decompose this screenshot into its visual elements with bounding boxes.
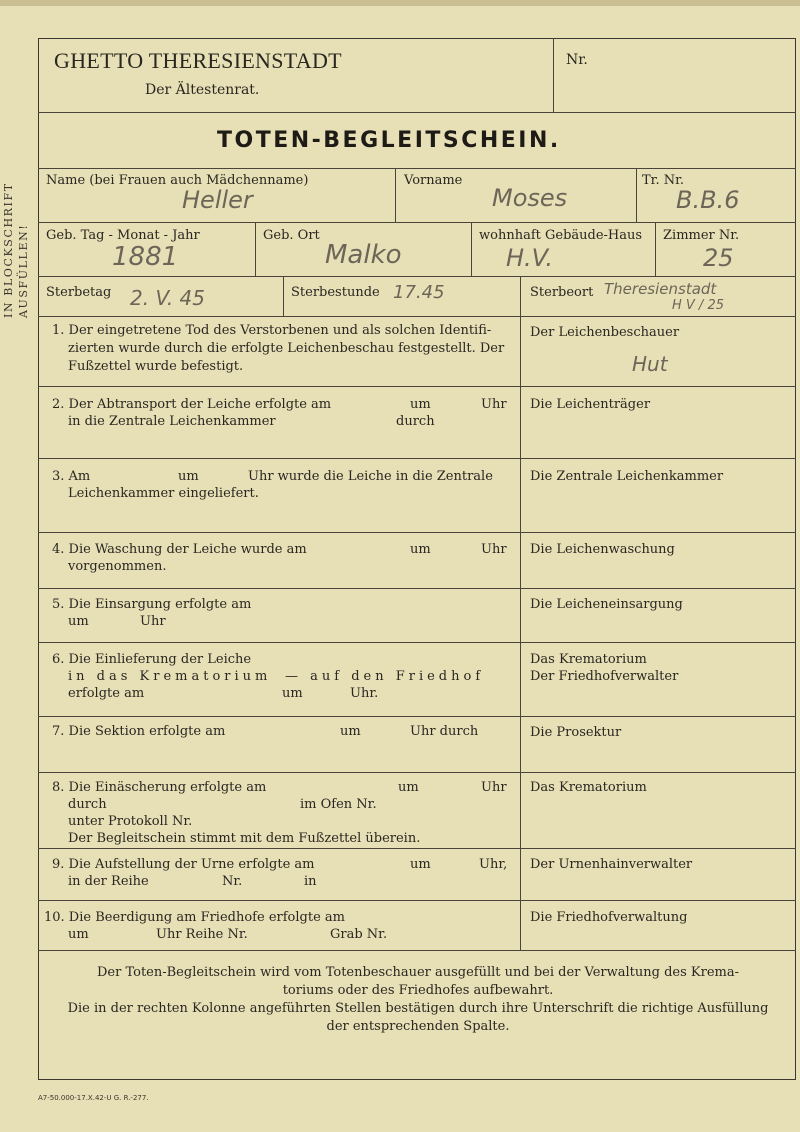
- sterbetag-label: Sterbetag: [46, 285, 112, 300]
- section-10-uhr-reihe: Uhr Reihe Nr.: [156, 927, 248, 942]
- section-6-friedhof: — auf den Friedhof: [285, 669, 485, 684]
- section-6-uhr: Uhr.: [350, 686, 379, 701]
- section-9-right: Der Urnenhainverwalter: [530, 857, 693, 872]
- section-rule-5: [38, 642, 796, 643]
- section-rule-6: [38, 716, 796, 717]
- section-9-um: um: [410, 857, 431, 872]
- section-9-nr: Nr.: [222, 874, 243, 889]
- section-7-right: Die Prosektur: [530, 725, 622, 740]
- section-1-line-1: 1. Der eingetretene Tod des Verstorbenen und als solchen Identifi-: [52, 323, 492, 338]
- nr-label: Nr.: [566, 52, 588, 68]
- handwritten-house: H.V.: [506, 244, 553, 272]
- section-7-um: um: [340, 724, 361, 739]
- section-2-uhr: Uhr: [481, 397, 507, 412]
- section-4-right: Die Leichenwaschung: [530, 542, 675, 557]
- section-5-right: Die Leicheneinsargung: [530, 597, 683, 612]
- section-7-uhr-durch: Uhr durch: [410, 724, 479, 739]
- handwritten-death-place-detail: H V / 25: [672, 298, 724, 313]
- section-7-line-1: 7. Die Sektion erfolgte am: [52, 724, 226, 739]
- section-10-grab: Grab Nr.: [330, 927, 388, 942]
- section-1-line-2: zierten wurde durch die erfolgte Leichenbeschau festgestellt. Der: [68, 341, 505, 356]
- section-9-uhr: Uhr,: [479, 857, 508, 872]
- section-1-right: Der Leichenbeschauer: [530, 325, 680, 340]
- name-label: Name (bei Frauen auch Mädchenname): [46, 173, 309, 188]
- section-8-line-1: 8. Die Einäscherung erfolgte am: [52, 780, 267, 795]
- section-9-in: in: [304, 874, 317, 889]
- section-8-uhr: Uhr: [481, 780, 507, 795]
- section-8-durch: durch: [68, 797, 107, 812]
- vorname-label: Vorname: [404, 173, 463, 188]
- geb-ort-label: Geb. Ort: [263, 228, 320, 243]
- section-rule-3: [38, 532, 796, 533]
- handwritten-vorname: Moses: [492, 184, 568, 212]
- header-rule: [38, 112, 796, 113]
- side-instruction: [2, 168, 30, 318]
- row1-rule: [38, 222, 796, 223]
- zimmer-label: Zimmer Nr.: [663, 228, 740, 243]
- section-5-line-1: 5. Die Einsargung erfolgte am: [52, 597, 252, 612]
- row2-rule: [38, 276, 796, 277]
- section-9-line-1: 9. Die Aufstellung der Urne erfolgte am: [52, 857, 315, 872]
- section-10-line-1: 10. Die Beerdigung am Friedhofe erfolgte am: [44, 910, 345, 925]
- section-8-ofen: im Ofen Nr.: [300, 797, 377, 812]
- handwritten-birthplace: Malko: [325, 240, 402, 270]
- section-6-right-2: Der Friedhofverwalter: [530, 669, 679, 684]
- section-6-um: um: [282, 686, 303, 701]
- print-code: A7-50.000-17.X.42-U G. R.-277.: [38, 1094, 149, 1102]
- handwritten-death-hour: 17.45: [393, 282, 445, 303]
- section-rule-2: [38, 458, 796, 459]
- section-3-line-1: Uhr wurde die Leiche in die Zentrale: [248, 469, 493, 484]
- handwritten-birth-year: 1881: [112, 242, 179, 272]
- tr-nr-label: Tr. Nr.: [642, 173, 685, 188]
- handwritten-name: Heller: [182, 186, 253, 214]
- section-2-um: um: [410, 397, 431, 412]
- divider-vorname: [395, 168, 396, 222]
- handwritten-death-place: Theresienstadt: [604, 280, 717, 298]
- footer-line-4: der entsprechenden Spalte.: [326, 1019, 510, 1034]
- section-2-line-2: in die Zentrale Leichenkammer: [68, 414, 276, 429]
- section-rule-7: [38, 772, 796, 773]
- section-8-begleitschein: Der Begleitschein stimmt mit dem Fußzettel überein.: [68, 831, 421, 846]
- section-rule-8: [38, 848, 796, 849]
- top-edge: [0, 0, 800, 6]
- section-3-right: Die Zentrale Leichenkammer: [530, 469, 724, 484]
- sterbeort-label: Sterbeort: [530, 285, 594, 300]
- divider-zimmer: [655, 222, 656, 276]
- section-6-right-1: Das Krematorium: [530, 652, 647, 667]
- divider-gebort: [255, 222, 256, 276]
- handwritten-death-date: 2. V. 45: [130, 286, 205, 310]
- section-2-line-1: 2. Der Abtransport der Leiche erfolgte am: [52, 397, 332, 412]
- section-3-um: um: [178, 469, 199, 484]
- handwritten-signature: Hut: [632, 352, 668, 376]
- section-4-line-1: 4. Die Waschung der Leiche wurde am: [52, 542, 307, 557]
- section-10-right: Die Friedhofverwaltung: [530, 910, 688, 925]
- footer-line-3: Die in der rechten Kolonne angeführten Stellen bestätigen durch ihre Unterschrift die richtige Ausfüllung: [67, 1001, 769, 1016]
- section-8-right: Das Krematorium: [530, 780, 647, 795]
- section-rule-9: [38, 900, 796, 901]
- section-5-uhr: Uhr: [140, 614, 166, 629]
- section-6-krematorium: in das Krematorium: [68, 669, 272, 684]
- sterbestunde-label: Sterbestunde: [291, 285, 380, 300]
- wohnhaft-label: wohnhaft Gebäude-Haus: [479, 228, 643, 243]
- title-rule: [38, 168, 796, 169]
- divider-trnr: [636, 168, 637, 222]
- section-4-line-2: vorgenommen.: [68, 559, 167, 574]
- footer-line-2: toriums oder des Friedhofes aufbewahrt.: [282, 983, 554, 998]
- section-rule-10: [38, 950, 796, 951]
- handwritten-room: 25: [703, 244, 734, 272]
- section-rule-1: [38, 386, 796, 387]
- row3-rule: [38, 316, 796, 317]
- council-name: Der Ältestenrat.: [145, 82, 260, 98]
- handwritten-tr-nr: B.B.6: [676, 186, 740, 214]
- section-1-line-3: Fußzettel wurde befestigt.: [68, 359, 244, 374]
- divider-wohnhaft: [471, 222, 472, 276]
- section-5-um: um: [68, 614, 89, 629]
- section-6-erfolgte-am: erfolgte am: [68, 686, 145, 701]
- divider-sterbestunde: [283, 276, 284, 316]
- side-text-line-1: IN BLOCKSCHRIFT: [2, 182, 15, 318]
- section-9-reihe: in der Reihe: [68, 874, 149, 889]
- section-2-durch: durch: [396, 414, 435, 429]
- section-10-um: um: [68, 927, 89, 942]
- section-3-line-2: Leichenkammer eingeliefert.: [68, 486, 259, 501]
- section-3-am: 3. Am: [52, 469, 91, 484]
- form-title: TOTEN-BEGLEITSCHEIN.: [217, 128, 561, 153]
- ghetto-heading: GHETTO THERESIENSTADT: [54, 48, 342, 73]
- side-text-line-2: AUSFÜLLEN!: [17, 223, 30, 318]
- section-2-right: Die Leichenträger: [530, 397, 651, 412]
- section-rule-4: [38, 588, 796, 589]
- footer-line-1: Der Toten-Begleitschein wird vom Totenbeschauer ausgefüllt und bei der Verwaltung des Krema-: [97, 965, 739, 980]
- section-6-line-1: 6. Die Einlieferung der Leiche: [52, 652, 252, 667]
- geb-tag-label: Geb. Tag - Monat - Jahr: [46, 228, 200, 243]
- section-8-protokoll: unter Protokoll Nr.: [68, 814, 193, 829]
- section-4-um: um: [410, 542, 431, 557]
- section-4-uhr: Uhr: [481, 542, 507, 557]
- section-8-um: um: [398, 780, 419, 795]
- header-divider: [553, 38, 554, 112]
